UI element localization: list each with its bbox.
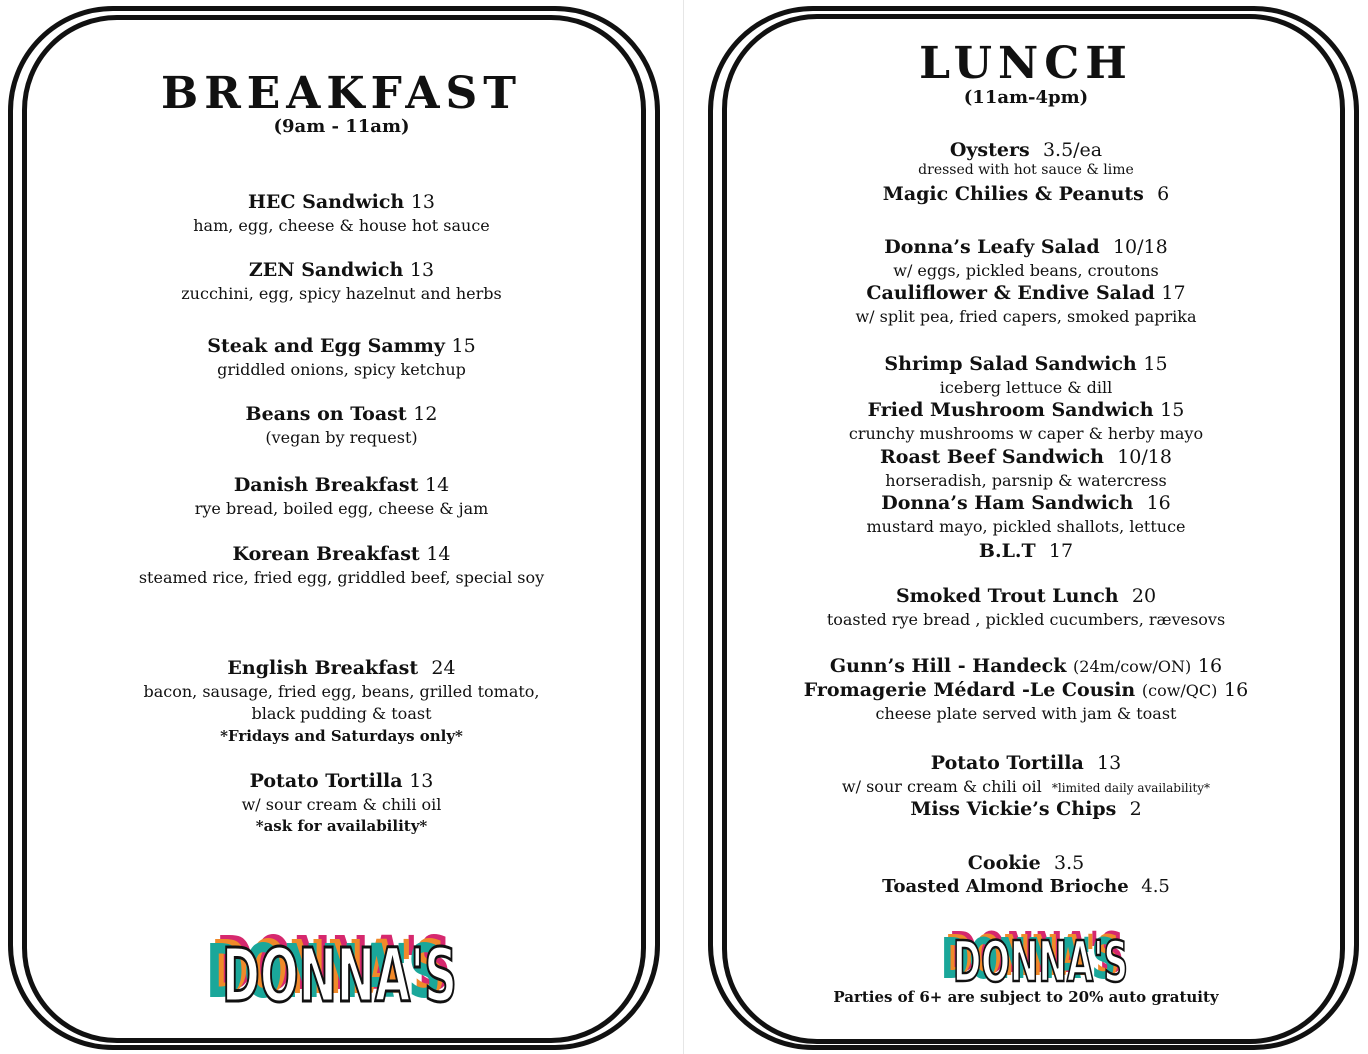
item-price: 17: [1161, 282, 1186, 304]
breakfast-hours: (9am - 11am): [273, 116, 410, 137]
menu-item-name: [684, 139, 1368, 161]
item-price: 2: [1129, 798, 1142, 820]
logo-shadow-teal: DONNA'S: [941, 927, 1116, 986]
item-price: 13: [409, 259, 435, 281]
menu-item-name: [0, 770, 683, 792]
logo-wordmark: DONNA'S: [222, 933, 457, 1008]
menu-item-name: [684, 876, 1368, 897]
donnas-logo: [200, 903, 465, 1008]
menu-item-desc: zucchini, egg, spicy hazelnut and herbs: [181, 284, 502, 303]
item-price: 24: [431, 657, 456, 679]
menu-item-desc: w/ eggs, pickled beans, croutons: [893, 261, 1159, 280]
donnas-logo: [937, 908, 1132, 986]
item-price: 13: [1097, 752, 1122, 774]
item-name: HEC Sandwich: [247, 191, 405, 213]
item-price: 16: [1197, 655, 1223, 677]
menu-item-name: [684, 399, 1368, 421]
menu-item-desc: toasted rye bread , pickled cucumbers, rævesovs: [826, 610, 1226, 629]
menu-item-name: [684, 798, 1368, 820]
menu-item-desc: dressed with hot sauce & lime: [918, 162, 1134, 178]
menu-item-desc: crunchy mushrooms w caper & herby mayo: [848, 424, 1204, 443]
item-name: Donna’s Leafy Salad: [884, 236, 1100, 258]
menu-item-desc: bacon, sausage, fried egg, beans, grilled tomato,: [143, 682, 540, 701]
item-price: 10/18: [1112, 236, 1168, 258]
menu-item-name: [0, 474, 683, 496]
menu-item-name: [684, 353, 1368, 375]
item-name: Cookie: [967, 852, 1041, 874]
menu-item-name: [684, 852, 1368, 874]
item-price: 3.5/ea: [1042, 139, 1103, 161]
menu-item-desc: griddled onions, spicy ketchup: [217, 360, 466, 379]
breakfast-title: BREAKFAST: [161, 68, 522, 119]
item-name: Oysters: [949, 139, 1030, 161]
menu-item-desc: mustard mayo, pickled shallots, lettuce: [866, 517, 1186, 536]
logo-shadow-pink: DONNA'S: [949, 921, 1124, 986]
menu-item-desc: cheese plate served with jam & toast: [875, 704, 1177, 723]
item-price: 15: [1160, 399, 1185, 421]
item-price: 13: [410, 191, 436, 213]
item-name: Shrimp Salad Sandwich: [884, 353, 1137, 375]
menu-item-desc: rye bread, boiled egg, cheese & jam: [194, 499, 489, 518]
item-name: English Breakfast: [227, 657, 419, 679]
item-price: 15: [451, 335, 476, 357]
item-name: Fromagerie Médard -Le Cousin: [803, 679, 1136, 701]
menu-item-name: [0, 335, 683, 357]
item-name: Danish Breakfast: [233, 474, 419, 496]
menu-item-desc: w/ split pea, fried capers, smoked paprika: [855, 307, 1197, 326]
item-price: 14: [426, 543, 451, 565]
menu-item-desc: horseradish, parsnip & watercress: [885, 471, 1167, 490]
item-name: ZEN Sandwich: [248, 259, 404, 281]
item-origin: (cow/QC): [1141, 681, 1218, 700]
menu-item-name: [684, 282, 1368, 304]
lunch-title: LUNCH: [919, 38, 1133, 89]
menu-item-name: [684, 183, 1368, 205]
logo-shadow-orange: DONNA'S: [945, 924, 1120, 986]
menu-item-desc: (vegan by request): [265, 428, 418, 447]
item-price: 6: [1157, 183, 1170, 205]
item-price: 4.5: [1141, 876, 1170, 897]
menu-item-name: [0, 543, 683, 565]
logo-shadow-orange: DONNA'S: [211, 925, 446, 1008]
item-name: Smoked Trout Lunch: [895, 585, 1119, 607]
menu-item-note: *ask for availability*: [255, 817, 428, 835]
menu-item-name: [0, 259, 683, 281]
item-name: B.L.T: [978, 540, 1036, 562]
menu-item-name: [0, 191, 683, 213]
item-desc-text: w/ sour cream & chili oil: [841, 777, 1042, 796]
gratuity-notice: Parties of 6+ are subject to 20% auto gratuity: [833, 988, 1219, 1006]
menu-item-desc: iceberg lettuce & dill: [939, 378, 1113, 397]
item-price: 13: [409, 770, 434, 792]
lunch-hours: (11am-4pm): [963, 87, 1089, 108]
item-name: Donna’s Ham Sandwich: [881, 492, 1134, 514]
breakfast-menu: [0, 0, 683, 1054]
item-price: 17: [1048, 540, 1074, 562]
menu-item-name: [684, 236, 1368, 258]
item-name: Miss Vickie’s Chips: [910, 798, 1117, 820]
item-name: Beans on Toast: [245, 403, 407, 425]
item-price: 20: [1131, 585, 1157, 607]
logo-shadow-pink: DONNA'S: [216, 921, 451, 1007]
menu-item-desc: ham, egg, cheese & house hot sauce: [193, 216, 490, 235]
menu-item-name: [684, 752, 1368, 774]
menu-item-name: [684, 585, 1368, 607]
item-price: 12: [413, 403, 438, 425]
item-name: Roast Beef Sandwich: [880, 446, 1104, 468]
item-name: Korean Breakfast: [232, 543, 420, 565]
item-name: Cauliflower & Endive Salad: [866, 282, 1155, 304]
item-name: Potato Tortilla: [930, 752, 1084, 774]
item-price: 3.5: [1053, 852, 1085, 874]
item-price: 14: [424, 474, 450, 496]
menu-item-name: [0, 403, 683, 425]
item-name: Potato Tortilla: [249, 770, 403, 792]
menu-item-name: [684, 655, 1368, 677]
item-name: Toasted Almond Brioche: [882, 876, 1129, 897]
menu-item-desc-continued: black pudding & toast: [251, 704, 432, 723]
menu-item-name: [0, 657, 683, 679]
lunch-menu: [684, 0, 1368, 1054]
item-price: 16: [1146, 492, 1171, 514]
menu-item-name: [684, 540, 1368, 562]
menu-item-name: [684, 492, 1368, 514]
menu-item-desc: [684, 777, 1368, 796]
logo-shadow-teal: DONNA'S: [206, 929, 441, 1008]
item-price: 15: [1143, 353, 1168, 375]
menu-item-desc: steamed rice, fried egg, griddled beef, special soy: [138, 568, 545, 587]
menu-item-name: [684, 446, 1368, 468]
item-name: Fried Mushroom Sandwich: [867, 399, 1154, 421]
item-price: 10/18: [1117, 446, 1172, 468]
item-name: Gunn’s Hill - Handeck: [829, 655, 1067, 677]
breakfast-frame-inner: [22, 15, 646, 1043]
item-availability-note: *limited daily availability*: [1051, 781, 1211, 795]
menu-item-name: [684, 679, 1368, 701]
item-name: Steak and Egg Sammy: [207, 335, 445, 357]
item-price: 16: [1224, 679, 1249, 701]
menu-item-note: *Fridays and Saturdays only*: [220, 727, 463, 745]
item-origin: (24m/cow/ON): [1073, 657, 1192, 676]
item-name: Magic Chilies & Peanuts: [882, 183, 1144, 205]
logo-wordmark: DONNA'S: [953, 930, 1128, 986]
menu-item-desc: w/ sour cream & chili oil: [241, 795, 442, 814]
